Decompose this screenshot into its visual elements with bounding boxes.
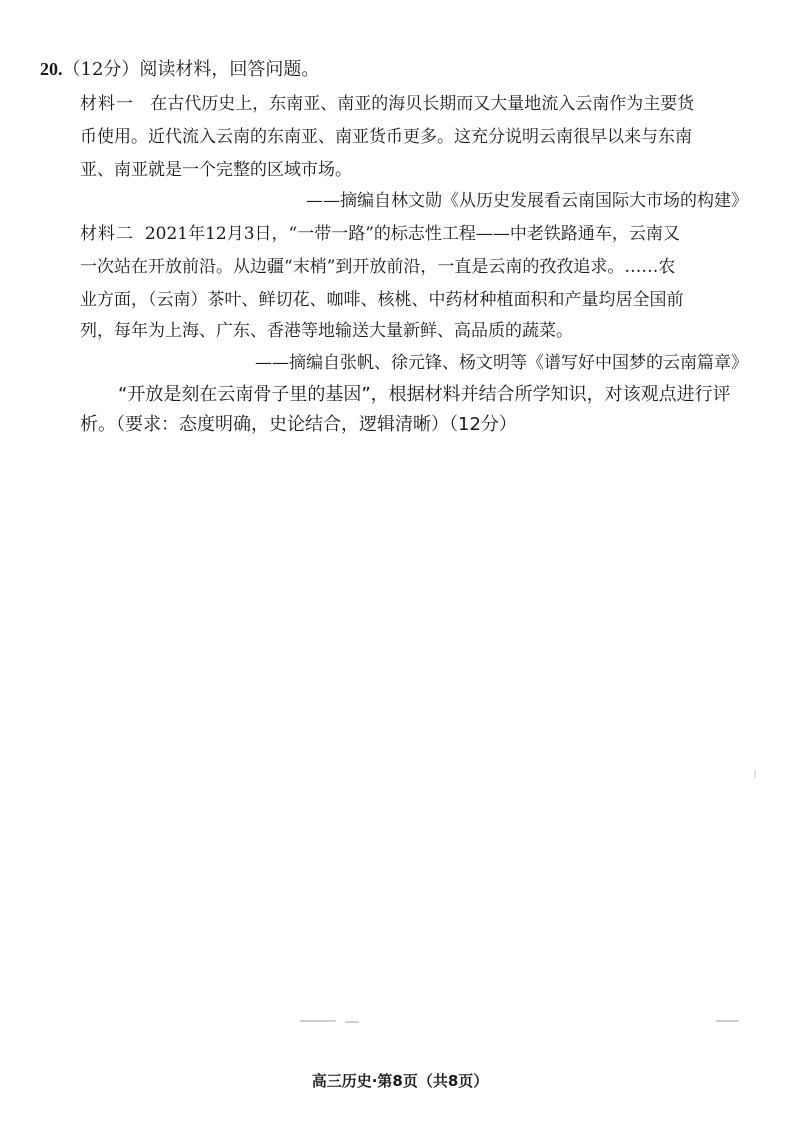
material2-line-3: 业方面，（云南）茶叶、鲜切花、咖啡、核桃、中药材种植面积和产量均居全国前 (80, 290, 684, 310)
scan-smudge (300, 1020, 336, 1022)
scan-smudge (715, 1020, 739, 1022)
material2-source: ——摘编自张帆、徐元锋、杨文明等《谱写好中国梦的云南篇章》 (255, 353, 748, 373)
material2-label: 材料二 (80, 224, 134, 244)
question-instruction: 阅读材料，回答问题。 (139, 59, 320, 80)
material2-line-2: 一次站在开放前沿。从边疆“末梢”到开放前沿，一直是云南的孜孜追求。……农 (80, 257, 676, 277)
material2-text-1: 2021年12月3日，“一带一路”的标志性工程——中老铁路通车，云南又 (144, 224, 680, 244)
material1-line-1 (80, 93, 694, 115)
question-header (40, 58, 319, 81)
material2-line-4: 列，每年为上海、广东、香港等地输送大量新鲜、高品质的蔬菜。 (80, 321, 573, 341)
material2-line-1 (80, 223, 680, 245)
material1-source: ——摘编自林文勋《从历史发展看云南国际大市场的构建》 (306, 191, 748, 211)
material1-label: 材料一 (80, 94, 134, 114)
prompt-line-2: 析。（要求：态度明确，史论结合，逻辑清晰）（12分） (80, 414, 517, 435)
scan-mark (754, 770, 756, 778)
prompt-line-1: “开放是刻在云南骨子里的基因”，根据材料并结合所学知识，对该观点进行评 (118, 384, 731, 405)
question-score: （12分） (62, 59, 140, 80)
material1-text-1: 在古代历史上，东南亚、南亚的海贝长期而又大量地流入云南作为主要货 (150, 94, 695, 114)
page-footer: 高三历史·第8页（共8页） (311, 1072, 489, 1090)
scan-smudge (345, 1021, 359, 1023)
material1-line-3: 亚、南亚就是一个完整的区域市场。 (80, 160, 352, 180)
question-number: 20. (40, 59, 63, 79)
material1-line-2: 币使用。近代流入云南的东南亚、南亚货币更多。这充分说明云南很早以来与东南 (80, 127, 692, 147)
